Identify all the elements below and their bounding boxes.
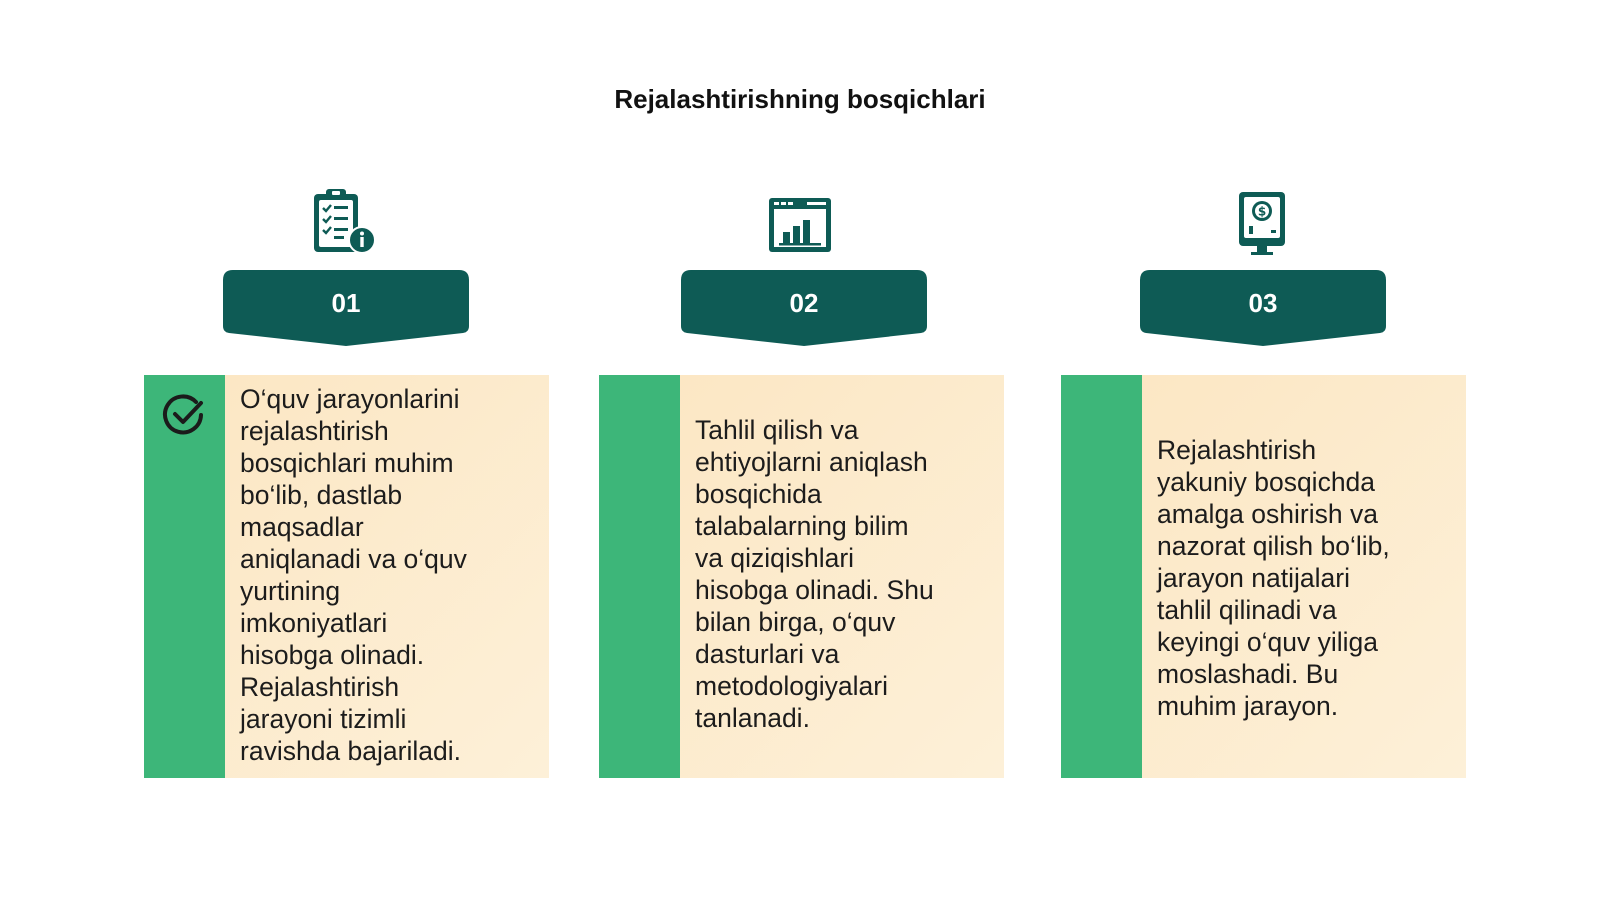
finance-monitor-icon	[1235, 190, 1305, 260]
clipboard-checklist-info-icon	[310, 188, 380, 258]
svg-text:$: $	[1257, 204, 1267, 219]
step-card-01	[144, 375, 549, 778]
step-description: Rejalashtirish yakuniy bosqichda amalga oshirish va nazorat qilish bo‘lib, jarayon natijalari tahlil qilinadi va keyingi o‘quv yiliga moslashadi. Bu muhim jarayon.	[1157, 435, 1390, 721]
card-accent-strip	[599, 375, 680, 778]
step-description: O‘quv jarayonlarini rejalashtirish bosqichlari muhim bo‘lib, dastlab maqsadlar aniqlanadi va o‘quv yurtining imkoniyatlari hisobga olinadi. Rejalashtirish jarayoni tizimli ravishda bajariladi.	[240, 384, 467, 766]
step-badge-02	[681, 270, 927, 346]
step-badge-01	[223, 270, 469, 346]
analytics-dashboard-icon	[767, 196, 837, 266]
step-badge-03	[1140, 270, 1386, 346]
step-number: 01	[331, 288, 361, 318]
check-circle-icon	[162, 393, 206, 437]
step-number: 02	[789, 288, 819, 318]
step-number: 03	[1248, 288, 1278, 318]
step-card-02	[599, 375, 1004, 778]
step-card-03	[1061, 375, 1466, 778]
page-title: Rejalashtirishning bosqichlari	[614, 84, 986, 114]
card-accent-strip	[144, 375, 225, 778]
step-description: Tahlil qilish va ehtiyojlarni aniqlash bosqichida talabalarning bilim va qiziqishlari hisobga olinadi. Shu bilan birga, o‘quv dasturlari va metodologiyalari tanlanadi.	[695, 415, 934, 733]
card-accent-strip	[1061, 375, 1142, 778]
